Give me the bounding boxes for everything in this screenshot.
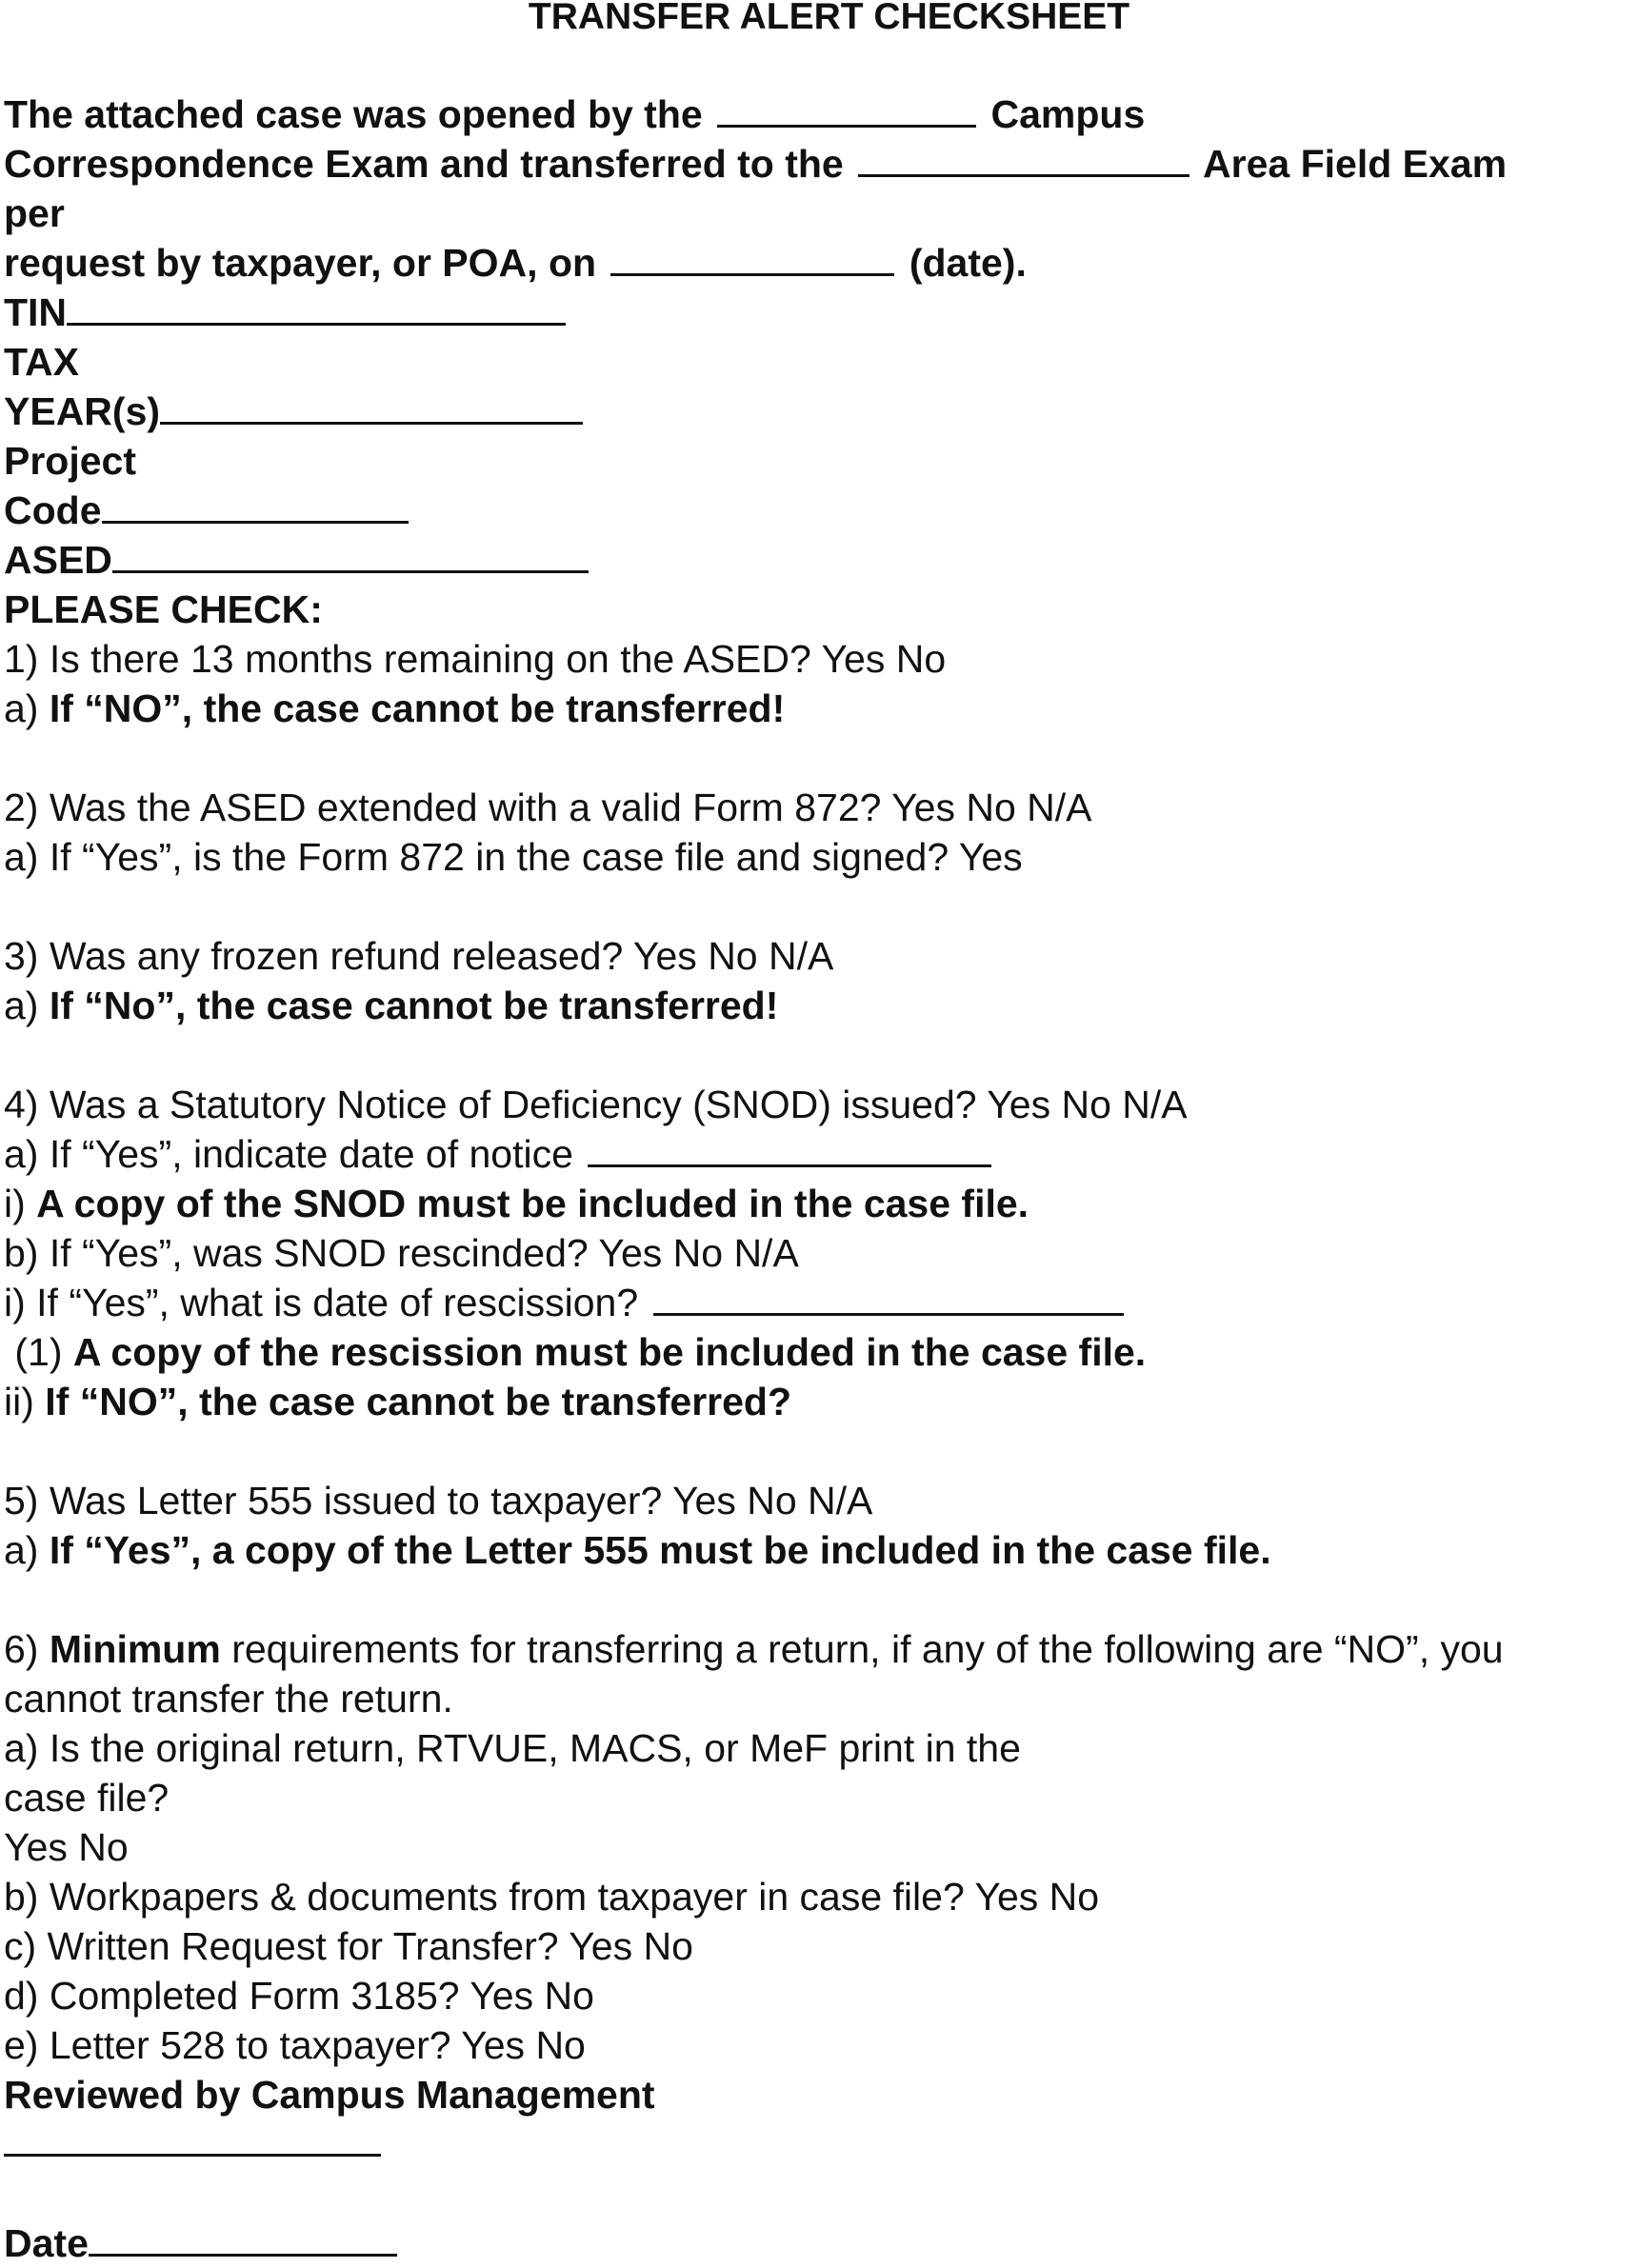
- tax-label: TAX: [4, 340, 79, 384]
- q6-sub-a-line2: case file?: [4, 1776, 170, 1820]
- reviewed-by-label: Reviewed by Campus Management: [4, 2073, 655, 2117]
- project-label: Project: [4, 439, 136, 483]
- q4-sub-b: b) If “Yes”, was SNOD rescinded? Yes No N/A: [4, 1231, 799, 1275]
- q3-note: a) If “No”, the case cannot be transferred!: [4, 984, 779, 1027]
- intro-line-2: Correspondence Exam and transferred to the Area Field Exam: [4, 142, 1508, 186]
- q6-sub-d: d) Completed Form 3185? Yes No: [4, 1974, 594, 2018]
- intro-line-3: per: [4, 191, 65, 235]
- snod-date-blank[interactable]: [588, 1130, 991, 1167]
- q4-sub-b-ii: ii) If “NO”, the case cannot be transferred?: [4, 1380, 792, 1423]
- request-date-blank[interactable]: [610, 239, 894, 276]
- ased-field: ASED: [4, 535, 1639, 585]
- intro-line-1: The attached case was opened by the Campus: [4, 92, 1146, 136]
- q6-sub-a-line1: a) Is the original return, RTVUE, MACS, or MeF print in the: [4, 1726, 1021, 1770]
- q4-sub-a: a) If “Yes”, indicate date of notice: [4, 1129, 1639, 1179]
- q4-sub-b-i: i) If “Yes”, what is date of rescission?: [4, 1278, 1639, 1327]
- q6-intro-cont: cannot transfer the return.: [4, 1677, 453, 1721]
- signature-line-row: [4, 2119, 1639, 2169]
- spacer: [4, 733, 1639, 783]
- q4-question: 4) Was a Statutory Notice of Deficiency (SNOD) issued? Yes No N/A: [4, 1083, 1188, 1126]
- spacer: [4, 2169, 1639, 2218]
- project-code-field: Code: [4, 486, 1639, 535]
- date-blank[interactable]: [89, 2219, 397, 2257]
- q6-intro: 6) Minimum requirements for transferring a return, if any of the following are “NO”, you: [4, 1627, 1504, 1671]
- rescission-date-blank[interactable]: [653, 1279, 1124, 1316]
- q6-sub-c: c) Written Request for Transfer? Yes No: [4, 1924, 693, 1968]
- q6-sub-a-line3: Yes No: [4, 1825, 129, 1869]
- transferred-area-blank[interactable]: [858, 140, 1189, 177]
- checksheet-body: [4, 90, 1639, 2268]
- spacer: [4, 1426, 1639, 1476]
- q4-sub-a-i: i) A copy of the SNOD must be included in the case file.: [4, 1182, 1029, 1225]
- tin-blank[interactable]: [67, 288, 566, 326]
- tin-field: TIN: [4, 288, 1639, 337]
- q1-note: a) If “NO”, the case cannot be transferred!: [4, 686, 786, 730]
- q5-question: 5) Was Letter 555 issued to taxpayer? Yes No N/A: [4, 1479, 873, 1522]
- opened-by-campus-blank[interactable]: [717, 90, 976, 128]
- ased-blank[interactable]: [112, 536, 589, 573]
- date-field: Date: [4, 2218, 1639, 2268]
- q5-note: a) If “Yes”, a copy of the Letter 555 must be included in the case file.: [4, 1528, 1271, 1572]
- please-check-heading: PLEASE CHECK:: [4, 587, 323, 631]
- q6-sub-b: b) Workpapers & documents from taxpayer in case file? Yes No: [4, 1875, 1100, 1919]
- q1-question: 1) Is there 13 months remaining on the ASED? Yes No: [4, 637, 947, 681]
- q6-sub-e: e) Letter 528 to taxpayer? Yes No: [4, 2023, 586, 2067]
- q4-sub-b-i-1: (1) A copy of the rescission must be included in the case file.: [14, 1330, 1147, 1374]
- project-code-blank[interactable]: [102, 487, 409, 524]
- tax-years-field: YEAR(s): [4, 387, 1639, 436]
- spacer: [4, 882, 1639, 931]
- intro-line-4: request by taxpayer, or POA, on (date).: [4, 241, 1027, 285]
- q3-question: 3) Was any frozen refund released? Yes No N/A: [4, 934, 834, 978]
- q2-sub-a: a) If “Yes”, is the Form 872 in the case file and signed? Yes: [4, 835, 1023, 879]
- page-title: TRANSFER ALERT CHECKSHEET: [528, 0, 1130, 37]
- tax-years-blank[interactable]: [160, 388, 583, 425]
- signature-blank[interactable]: [4, 2119, 381, 2157]
- spacer: [4, 1030, 1639, 1080]
- spacer: [4, 1575, 1639, 1624]
- q2-question: 2) Was the ASED extended with a valid Form 872? Yes No N/A: [4, 786, 1092, 829]
